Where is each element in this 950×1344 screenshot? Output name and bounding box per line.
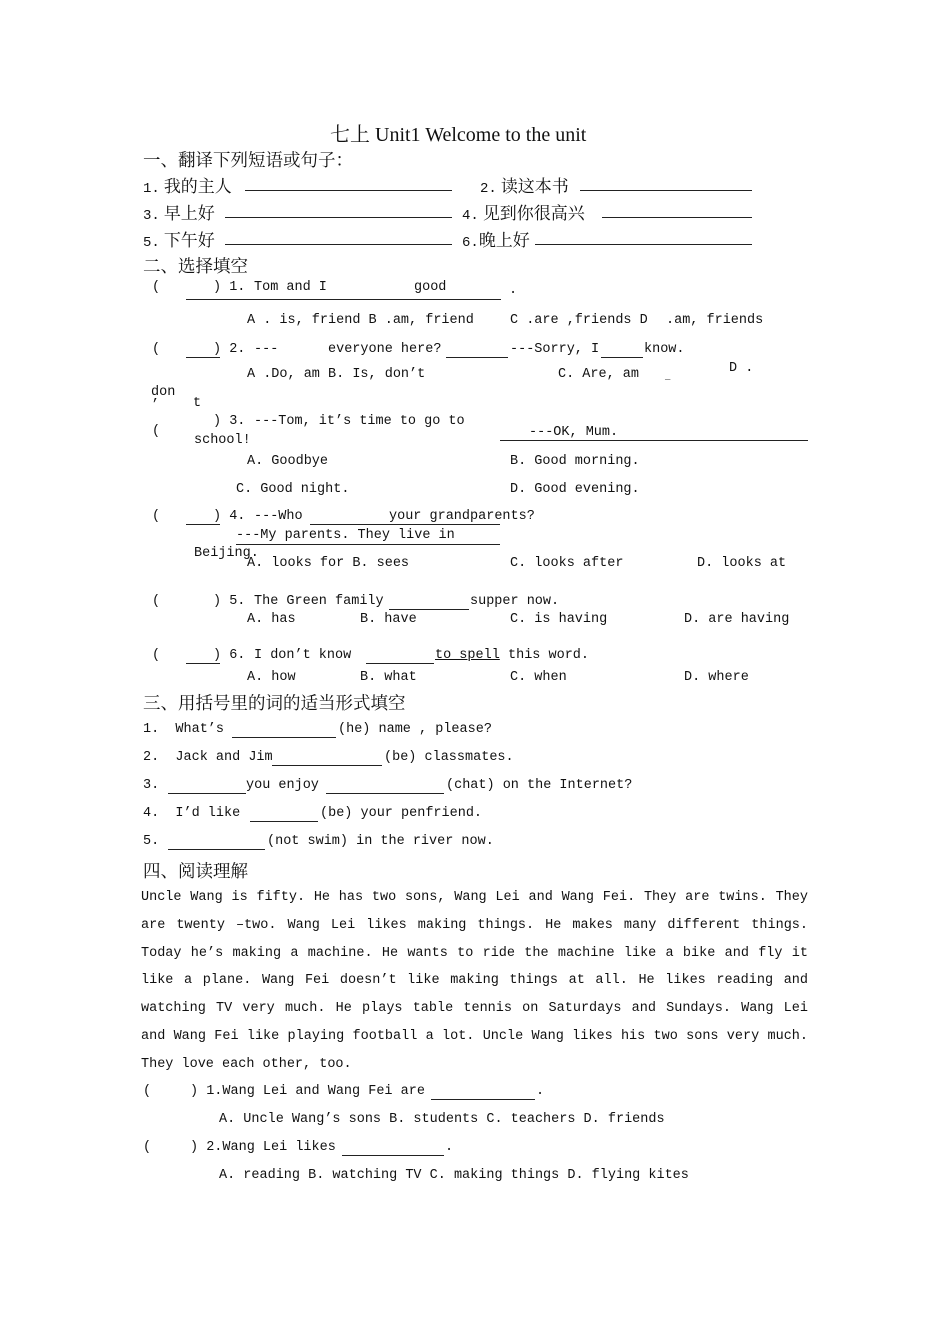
s1-blank-1[interactable] [245, 190, 452, 191]
q1-text-b: good [414, 280, 447, 295]
q2-text-c: ---Sorry, I [510, 342, 600, 357]
q1-options-ab: A . is, friend B .am, friend [247, 313, 474, 328]
q1-option-c: C .are ,friends D [510, 313, 648, 328]
q3-underline[interactable] [500, 440, 808, 441]
q2-underline-1[interactable] [186, 357, 220, 358]
q4-text-c: ---My parents. They live in [236, 528, 455, 543]
r-q2-paren: ( [143, 1140, 152, 1155]
s3-blank-2[interactable] [272, 765, 382, 766]
q2-underline-2[interactable] [446, 357, 508, 358]
q1-dot: . [509, 283, 518, 298]
q4-paren: ( [152, 509, 161, 524]
q3-number: ) 3. [213, 414, 246, 429]
q2-underline-3[interactable] [601, 357, 643, 358]
q4-underline-1[interactable] [186, 524, 220, 525]
q3-paren: ( [152, 424, 161, 439]
q4-options-ab: A. looks for B. sees [247, 556, 410, 571]
s1-blank-3[interactable] [225, 217, 452, 218]
q6-option-a: A. how [247, 670, 296, 685]
q1-paren: ( [152, 280, 161, 295]
r-q2-text: ) 2.Wang Lei likes [190, 1140, 336, 1155]
q5-number: ) 5. [213, 594, 246, 609]
s3-item-3-num: 3. [143, 778, 160, 793]
r-q1-text: ) 1.Wang Lei and Wang Fei are [190, 1084, 425, 1099]
q3-clipped-line: school! [194, 433, 251, 448]
q6-number: ) 6. [213, 648, 246, 663]
q1-option-d: .am, friends [666, 313, 764, 328]
s3-item-4-post: (be) your penfriend. [320, 806, 483, 821]
s3-item-2-post: (be) classmates. [384, 750, 514, 765]
q5-option-b: B. have [360, 612, 417, 627]
q2-options-ab: A .Do, am B. Is, don’t [247, 367, 426, 382]
r-q2-end: . [445, 1140, 454, 1155]
s3-item-1-post: (he) name , please? [338, 722, 492, 737]
section4-heading: 四、阅读理解 [143, 862, 248, 882]
s3-item-3-mid: you enjoy [246, 778, 319, 793]
q3-option-b: B. Good morning. [510, 454, 640, 469]
q2-option-c: C. Are, am [558, 367, 640, 382]
r-q1-paren: ( [143, 1084, 152, 1099]
q3-option-c: C. Good night. [236, 482, 350, 497]
q5-text-b: supper now. [470, 594, 560, 609]
section2-heading: 二、选择填空 [143, 257, 248, 277]
q5-option-d: D. are having [684, 612, 790, 627]
q6-text-c: this word. [508, 648, 590, 663]
q5-option-c: C. is having [510, 612, 608, 627]
s1-item-4: 4. 见到你很高兴 [462, 204, 585, 224]
q2-option-d-wrap-3: t [193, 396, 202, 411]
s3-item-2: 2. Jack and Jim [143, 750, 273, 765]
s1-blank-2[interactable] [580, 190, 752, 191]
q6-underline-2[interactable] [366, 663, 434, 664]
section3-heading: 三、用括号里的词的适当形式填空 [143, 694, 406, 714]
q4-clipped-line: Beijing. [194, 546, 259, 561]
s3-item-4: 4. I’d like [143, 806, 241, 821]
q2-stray-mark: _ [665, 372, 671, 382]
q6-option-c: C. when [510, 670, 567, 685]
q1-text-a: Tom and I [254, 280, 327, 295]
page-title: 七上 Unit1 Welcome to the unit [330, 124, 587, 146]
q3-option-d: D. Good evening. [510, 482, 640, 497]
q4-option-d: D. looks at [697, 556, 787, 571]
s3-blank-4[interactable] [250, 821, 318, 822]
q4-text-a: ---Who [254, 509, 303, 524]
q2-text-a: --- [254, 342, 279, 357]
q6-paren: ( [152, 648, 161, 663]
reading-passage: Uncle Wang is fifty. He has two sons, Wang Lei and Wang Fei. They are twins. They are twenty –two. Wang Lei likes making things. He makes many different things. Today he’s making a machine. He wants to ride the machine like a bike and fly it like a plane. Wang Fei doesn’t like making things at all. He likes reading and watching TV very much. He plays table tennis on Saturdays and Sundays. Wang Lei and Wang Fei like playing football a lot. Uncle Wang likes his two sons very much. They love each other, too. [141, 890, 808, 1072]
q6-option-b: B. what [360, 670, 417, 685]
s1-item-6: 6.晚上好 [462, 231, 530, 251]
q4-underline-3 [236, 544, 500, 545]
r-q1-end: . [536, 1084, 545, 1099]
r-q1-blank[interactable] [431, 1099, 535, 1100]
s3-blank-1[interactable] [232, 737, 336, 738]
q2-text-d: know. [644, 342, 685, 357]
q6-text-a: I don’t know [254, 648, 352, 663]
r-q1-options: A. Uncle Wang’s sons B. students C. teachers D. friends [219, 1112, 665, 1127]
q2-number: ) 2. [213, 342, 246, 357]
q2-option-d-wrap-2: ’ [151, 398, 160, 413]
q3-text-a: ---Tom, it’s time to go to [254, 414, 465, 429]
r-q2-options: A. reading B. watching TV C. making things D. flying kites [219, 1168, 689, 1183]
q4-number: ) 4. [213, 509, 246, 524]
q3-option-a: A. Goodbye [247, 454, 329, 469]
s1-item-2: 2. 读这本书 [480, 177, 569, 197]
q2-option-d-wrap-1: don [151, 385, 176, 400]
s1-blank-5[interactable] [225, 244, 452, 245]
q5-text-a: The Green family [254, 594, 384, 609]
q1-underline[interactable] [186, 299, 501, 300]
q6-option-d: D. where [684, 670, 749, 685]
q6-text-b: to spell [435, 648, 500, 663]
s3-blank-5[interactable] [168, 849, 265, 850]
s1-item-5: 5. 下午好 [143, 231, 215, 251]
q4-text-b: your grandparents? [389, 509, 535, 524]
s3-blank-3b[interactable] [326, 793, 444, 794]
q4-option-c: C. looks after [510, 556, 624, 571]
r-q2-blank[interactable] [342, 1155, 444, 1156]
q5-paren: ( [152, 594, 161, 609]
q4-underline-2[interactable] [310, 524, 500, 525]
s3-item-1: 1. What’s [143, 722, 225, 737]
q2-option-d-label: D . [729, 361, 754, 376]
q5-option-a: A. has [247, 612, 296, 627]
q1-number: ) 1. [213, 280, 246, 295]
q6-underline-1[interactable] [186, 663, 220, 664]
s1-blank-6[interactable] [535, 244, 752, 245]
s1-item-3: 3. 早上好 [143, 204, 215, 224]
q3-text-b: ---OK, Mum. [529, 425, 619, 440]
s3-item-3-post: (chat) on the Internet? [446, 778, 633, 793]
s1-blank-4[interactable] [602, 217, 752, 218]
s3-item-5-num: 5. [143, 834, 160, 849]
q2-paren: ( [152, 342, 161, 357]
q5-underline[interactable] [389, 609, 469, 610]
s3-blank-3a[interactable] [168, 793, 246, 794]
s1-item-1: 1. 我的主人 [143, 177, 232, 197]
q2-text-b: everyone here? [328, 342, 442, 357]
s3-item-5-post: (not swim) in the river now. [267, 834, 494, 849]
section1-heading: 一、翻译下列短语或句子： [143, 151, 353, 171]
